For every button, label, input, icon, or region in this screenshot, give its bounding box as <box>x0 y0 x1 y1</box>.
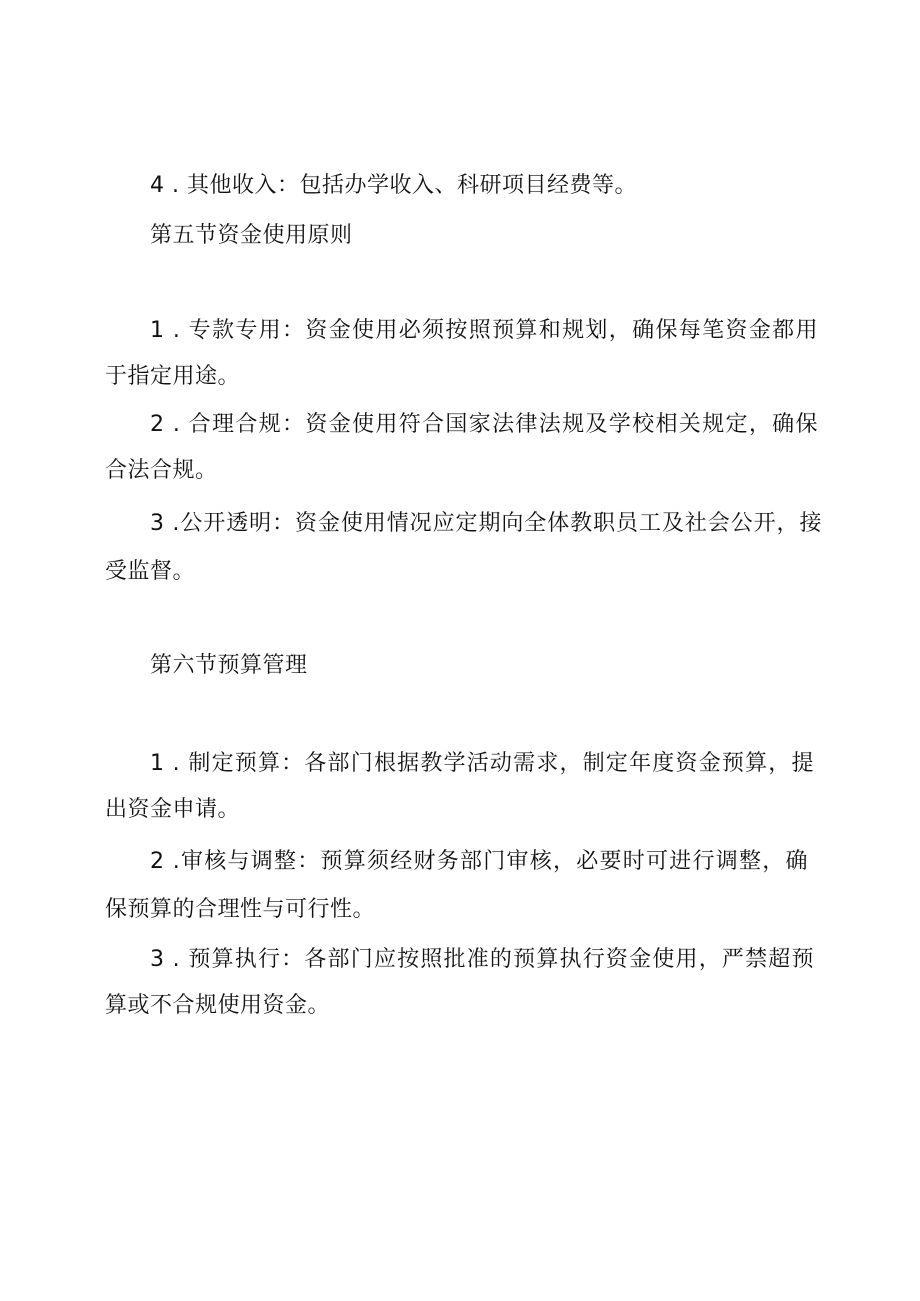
paragraph-review-adjustment-line-2: 保预算的合理性与可行性。 <box>105 897 376 922</box>
paragraph-compliance-line-2: 合法合规。 <box>105 458 218 483</box>
paragraph-transparency-line-1: 3 .公开透明：资金使用情况应定期向全体教职员工及社会公开，接 <box>150 511 822 536</box>
paragraph-budget-formulation-line-2: 出资金申请。 <box>105 797 241 822</box>
section-heading-fund-usage-principles: 第五节资金使用原则 <box>150 223 353 248</box>
paragraph-budget-formulation-line-1: 1 . 制定预算：各部门根据教学活动需求，制定年度资金预算，提 <box>150 751 814 776</box>
paragraph-budget-execution-line-2: 算或不合规使用资金。 <box>105 993 331 1018</box>
paragraph-compliance-line-1: 2 . 合理合规：资金使用符合国家法律法规及学校相关规定，确保 <box>150 412 818 437</box>
paragraph-earmarked-line-2: 于指定用途。 <box>105 364 241 389</box>
paragraph-review-adjustment-line-1: 2 .审核与调整：预算须经财务部门审核，必要时可进行调整，确 <box>150 849 808 874</box>
paragraph-earmarked-line-1: 1 . 专款专用：资金使用必须按照预算和规划，确保每笔资金都用 <box>150 318 818 343</box>
section-heading-budget-management: 第六节预算管理 <box>150 653 308 678</box>
paragraph-other-income: 4 . 其他收入：包括办学收入、科研项目经费等。 <box>150 173 637 198</box>
paragraph-transparency-line-2: 受监督。 <box>105 559 196 584</box>
paragraph-budget-execution-line-1: 3 . 预算执行：各部门应按照批准的预算执行资金使用，严禁超预 <box>150 947 814 972</box>
